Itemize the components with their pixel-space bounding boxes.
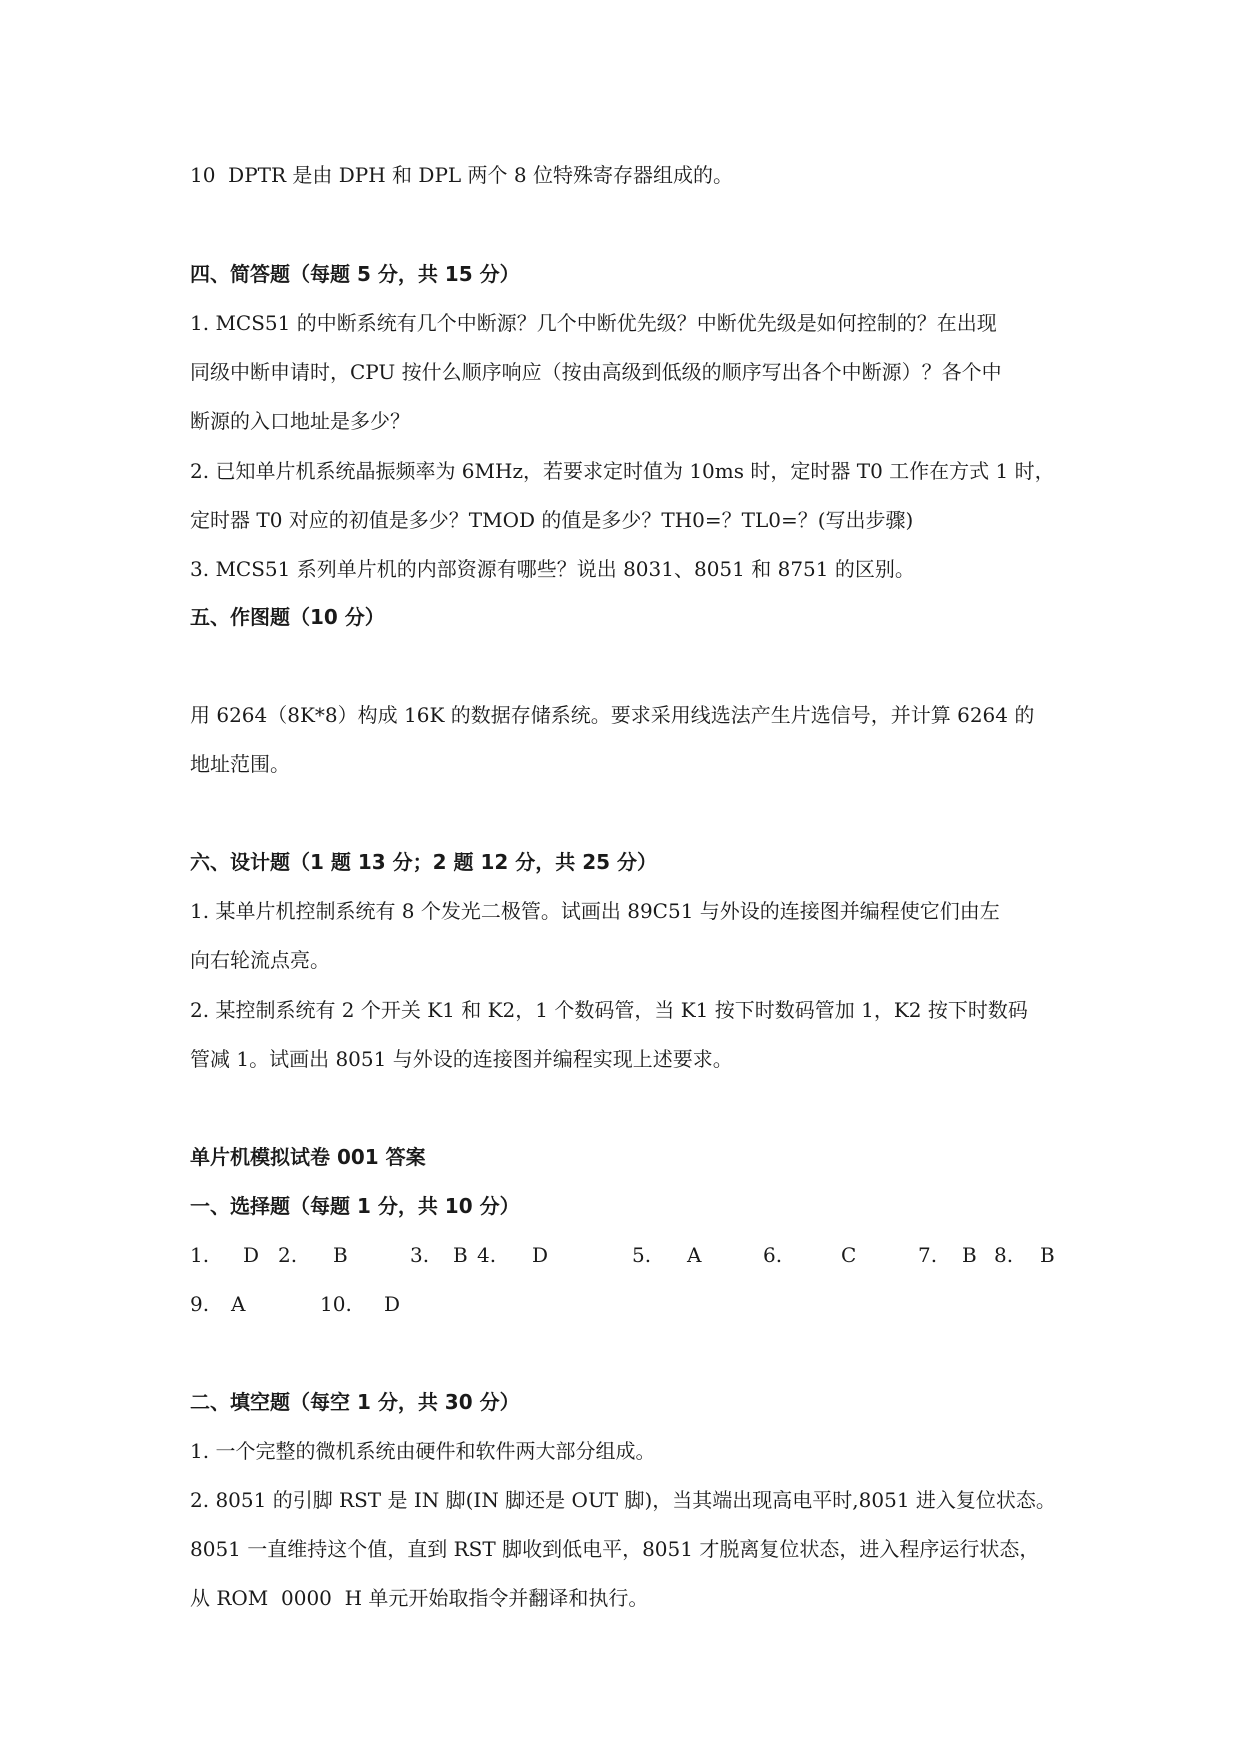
fill-answer-1: 1. 一个完整的微机系统由硬件和软件两大部分组成。 xyxy=(190,1439,656,1463)
answer-letter: A xyxy=(687,1243,702,1267)
answer-letter: B xyxy=(333,1243,348,1267)
answer-letter: D xyxy=(384,1292,401,1316)
s4-q1-line1: 1. MCS51 的中断系统有几个中断源？几个中断优先级？中断优先级是如何控制的？在出现 xyxy=(190,311,997,335)
s4-q2-line1: 2. 已知单片机系统晶振频率为 6MHz，若要求定时值为 10ms 时，定时器 T0 工作在方式 1 时， xyxy=(190,459,1055,483)
answer-num: 6. xyxy=(763,1243,783,1267)
section4-heading: 四、简答题（每题 5 分，共 15 分） xyxy=(190,262,520,286)
s6-q2-line1: 2. 某控制系统有 2 个开关 K1 和 K2，1 个数码管，当 K1 按下时数码管加 1，K2 按下时数码 xyxy=(190,998,1028,1022)
answers-section1-heading: 一、选择题（每题 1 分，共 10 分） xyxy=(190,1194,520,1218)
answer-num: 8. xyxy=(994,1243,1014,1267)
answer-num: 9. xyxy=(190,1292,210,1316)
answer-num: 3. xyxy=(410,1243,430,1267)
answer-num: 7. xyxy=(918,1243,938,1267)
s6-q1-line1: 1. 某单片机控制系统有 8 个发光二极管。试画出 89C51 与外设的连接图并编程使它们由左 xyxy=(190,899,1000,923)
answer-row-1 xyxy=(0,1243,1241,1267)
s6-q1-line2: 向右轮流点亮。 xyxy=(190,948,330,972)
answer-letter: B xyxy=(962,1243,977,1267)
answer-num: 4. xyxy=(477,1243,497,1267)
answer-num: 5. xyxy=(632,1243,652,1267)
answer-letter: C xyxy=(841,1243,857,1267)
fill-answer-2-line2: 8051 一直维持这个值，直到 RST 脚收到低电平，8051 才脱离复位状态，进入程序运行状态， xyxy=(190,1537,1040,1561)
s5-line1: 用 6264（8K*8）构成 16K 的数据存储系统。要求采用线选法产生片选信号，并计算 6264 的 xyxy=(190,703,1035,727)
s5-line2: 地址范围。 xyxy=(190,752,290,776)
section5-heading: 五、作图题（10 分） xyxy=(190,605,385,629)
answer-letter: B xyxy=(453,1243,468,1267)
section6-heading: 六、设计题（1 题 13 分；2 题 12 分，共 25 分） xyxy=(190,850,658,874)
s4-q2-line2: 定时器 T0 对应的初值是多少？TMOD 的值是多少？TH0=？TL0=？(写出步骤) xyxy=(190,508,914,532)
answer-letter: D xyxy=(532,1243,549,1267)
fill-answer-2-line1: 2. 8051 的引脚 RST 是 IN 脚(IN 脚还是 OUT 脚)，当其端出现高电平时,8051 进入复位状态。 xyxy=(190,1488,1056,1512)
answer-num: 10. xyxy=(320,1292,352,1316)
answer-row-2 xyxy=(0,1292,1241,1316)
answer-num: 1. xyxy=(190,1243,210,1267)
answers-title: 单片机模拟试卷 001 答案 xyxy=(190,1145,426,1169)
s6-q2-line2: 管减 1。试画出 8051 与外设的连接图并编程实现上述要求。 xyxy=(190,1047,733,1071)
answers-section2-heading: 二、填空题（每空 1 分，共 30 分） xyxy=(190,1390,520,1414)
fill-answer-2-line3: 从 ROM 0000 H 单元开始取指令并翻译和执行。 xyxy=(190,1586,649,1610)
answer-num: 2. xyxy=(278,1243,298,1267)
s4-q3-line1: 3. MCS51 系列单片机的内部资源有哪些？说出 8031、8051 和 8751 的区别。 xyxy=(190,557,915,581)
s4-q1-line3: 断源的入口地址是多少？ xyxy=(190,409,410,433)
answer-letter: D xyxy=(243,1243,260,1267)
answer-letter: B xyxy=(1040,1243,1055,1267)
tf-question-10: 10 DPTR 是由 DPH 和 DPL 两个 8 位特殊寄存器组成的。 xyxy=(190,163,733,187)
s4-q1-line2: 同级中断申请时，CPU 按什么顺序响应（按由高级到低级的顺序写出各个中断源）？各个中 xyxy=(190,360,1002,384)
answer-letter: A xyxy=(231,1292,246,1316)
